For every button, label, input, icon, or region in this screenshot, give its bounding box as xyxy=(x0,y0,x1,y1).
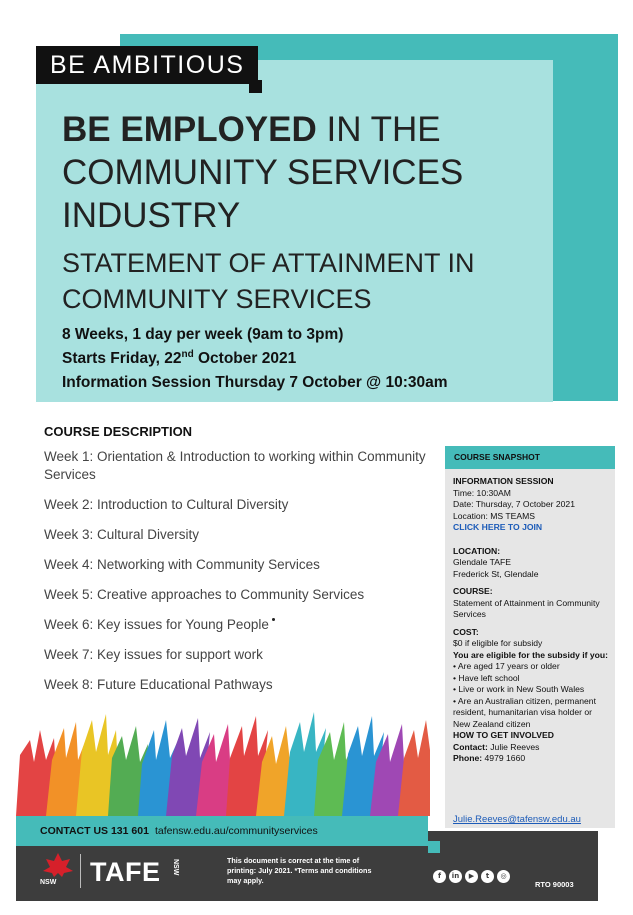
social-icons xyxy=(433,870,510,883)
week-item: Week 3: Cultural Diversity xyxy=(44,527,200,542)
hands-graphic xyxy=(16,700,430,816)
headline-rest: IN THE COMMUNITY SERVICES INDUSTRY xyxy=(62,110,464,235)
get-involved-label: HOW TO GET INVOLVED xyxy=(453,730,554,740)
week-item: Week 5: Creative approaches to Community Services xyxy=(44,587,365,602)
course-facts xyxy=(62,323,448,395)
course-description xyxy=(44,424,434,706)
tafe-logo: TAFE xyxy=(90,857,161,887)
email-link[interactable]: Julie.Reeves@tafensw.edu.au xyxy=(453,814,581,825)
course-label: COURSE: xyxy=(453,586,493,596)
youtube-icon[interactable]: ▶ xyxy=(465,870,478,883)
join-link[interactable]: CLICK HERE TO JOIN xyxy=(453,522,543,532)
week-item: Week 7: Key issues for support work xyxy=(44,647,263,662)
contact-accent-square xyxy=(428,841,440,853)
contact-bar xyxy=(16,816,428,846)
raised-hands-illustration xyxy=(16,700,430,816)
contact-url[interactable]: tafensw.edu.au/communityservices xyxy=(154,825,318,837)
duration-text: 8 Weeks, 1 day per week (9am to 3pm) xyxy=(62,326,344,343)
info-date: Date: Thursday, 7 October 2021 xyxy=(453,499,575,509)
week-item: Week 1: Orientation & Introduction to working within Community Services xyxy=(44,449,426,482)
week-item: Week 6: Key issues for Young People xyxy=(44,617,269,632)
location-line: Frederick St, Glendale xyxy=(453,568,539,579)
contact-line: Contact: Julie Reeves xyxy=(453,741,540,752)
facebook-icon[interactable]: f xyxy=(433,870,446,883)
headline-bold: BE EMPLOYED xyxy=(62,110,317,149)
cost-value: $0 if eligible for subsidy xyxy=(453,638,543,648)
subheadline: STATEMENT OF ATTAINMENT IN COMMUNITY SERVICES xyxy=(62,248,475,314)
eligibility-item: • Are aged 17 years or older xyxy=(453,661,560,671)
course-name: Statement of Attainment in Community Services xyxy=(453,597,600,619)
snapshot-body xyxy=(453,476,611,765)
location-label: LOCATION: xyxy=(453,545,501,556)
course-description-title: COURSE DESCRIPTION xyxy=(44,424,193,439)
footer-divider xyxy=(80,854,81,888)
stray-dot xyxy=(272,618,275,621)
linkedin-icon[interactable]: in xyxy=(449,870,462,883)
location-line: Glendale TAFE xyxy=(453,557,511,567)
start-date-text: Starts Friday, 22nd October 2021 xyxy=(62,348,297,367)
rto-number: RTO 90003 xyxy=(535,880,574,889)
headline xyxy=(62,108,532,237)
tagline-banner: BE AMBITIOUS xyxy=(36,46,258,84)
instagram-icon[interactable]: ◎ xyxy=(497,870,510,883)
phone-line: Phone: 4979 1660 xyxy=(453,753,526,763)
twitter-icon[interactable]: t xyxy=(481,870,494,883)
info-time: Time: 10:30AM xyxy=(453,487,511,498)
print-disclaimer: This document is correct at the time of printing: July 2021. *Terms and conditions may apply. xyxy=(227,856,372,885)
tagline-accent-square xyxy=(249,80,262,93)
contact-phone: CONTACT US 131 601 xyxy=(40,825,149,837)
info-session-text: Information Session Thursday 7 October @ 10:30am xyxy=(62,374,448,391)
cost-label: COST: xyxy=(453,626,479,637)
eligibility-item: • Have left school xyxy=(453,672,520,683)
info-session-label: INFORMATION SESSION xyxy=(453,476,554,486)
eligibility-item: • Live or work in New South Wales xyxy=(453,684,585,694)
week-item: Week 4: Networking with Community Services xyxy=(44,557,320,572)
eligibility-item: • Are an Australian citizen, permanent resident, humanitarian visa holder or New Zealand citizen xyxy=(453,695,596,729)
info-location: Location: MS TEAMS xyxy=(453,510,535,521)
nsw-government-label: NSW xyxy=(40,879,57,886)
eligibility-intro: You are eligible for the subsidy if you: xyxy=(453,649,609,660)
week-item: Week 8: Future Educational Pathways xyxy=(44,677,273,692)
snapshot-title: COURSE SNAPSHOT xyxy=(445,446,615,469)
week-item: Week 2: Introduction to Cultural Diversity xyxy=(44,497,289,512)
tafe-nsw-suffix: NSW xyxy=(172,859,179,876)
